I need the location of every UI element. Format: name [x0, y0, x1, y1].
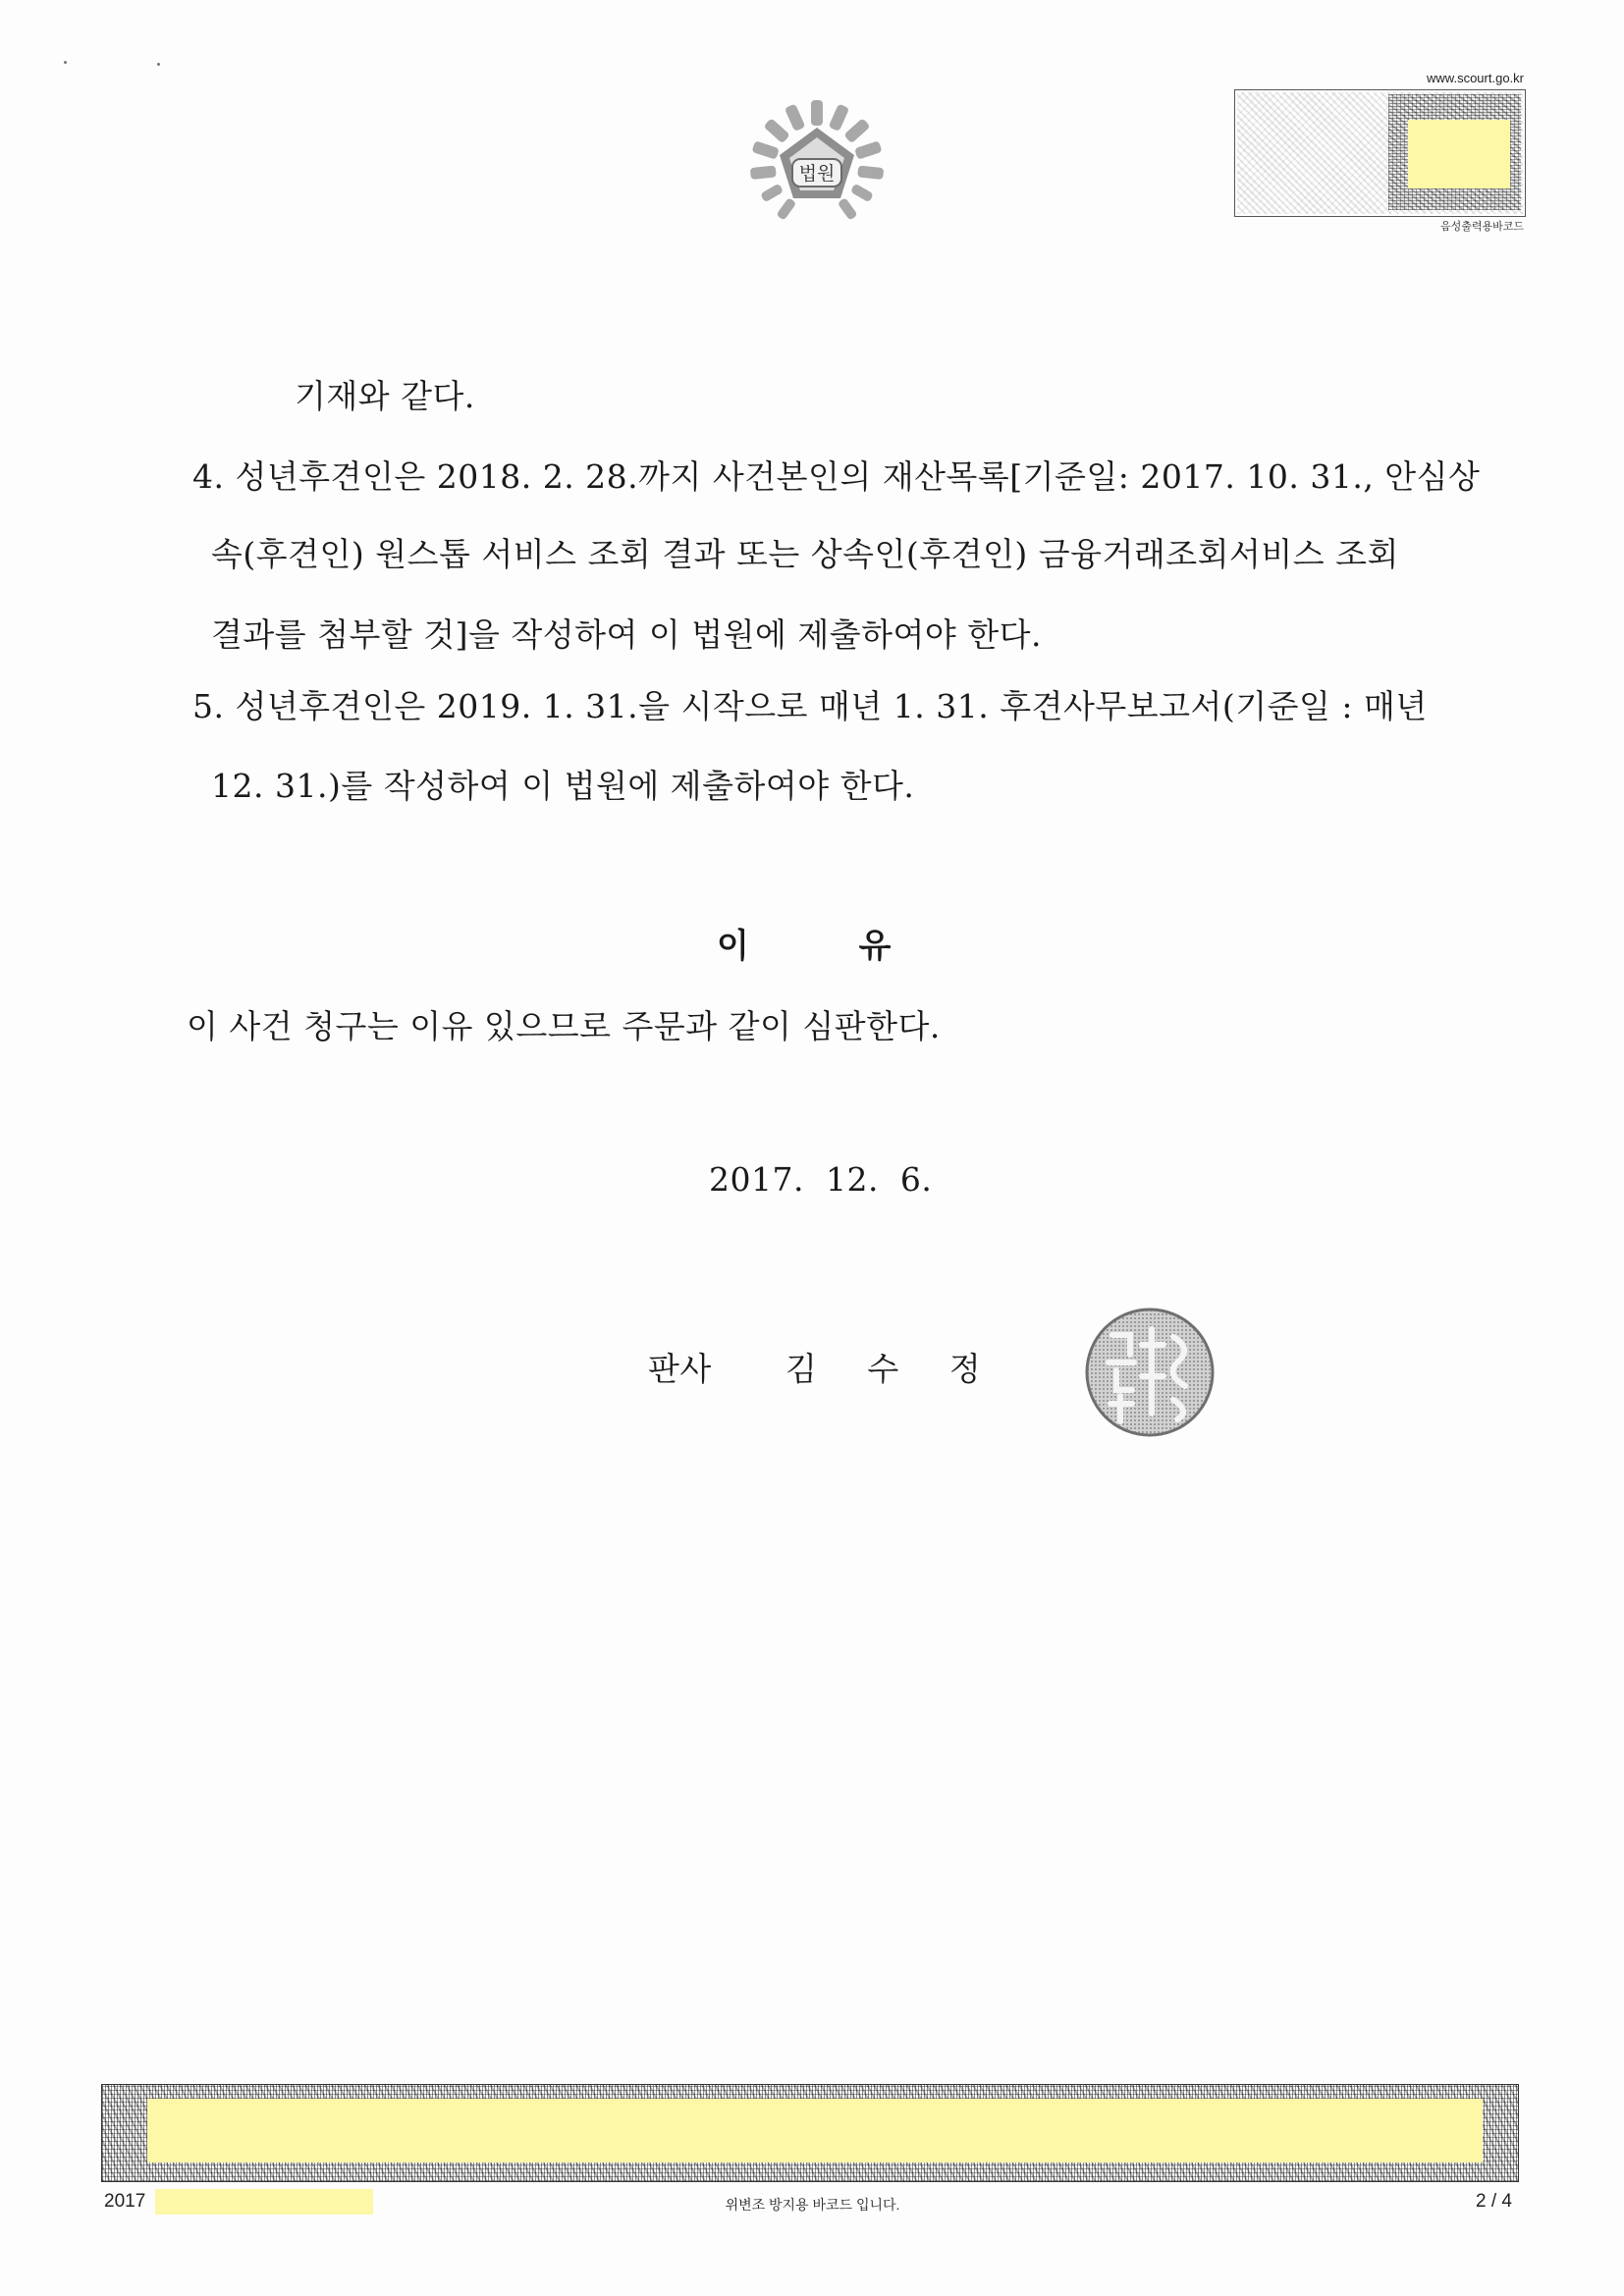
judge-name: 김 수 정: [785, 1350, 982, 1388]
judge-seal-icon: [1083, 1306, 1218, 1440]
emblem-label: 법원: [798, 163, 836, 185]
scan-speck: [157, 63, 160, 66]
reason-text: 이 사건 청구는 이유 있으므로 주문과 같이 심판한다.: [187, 1007, 941, 1045]
judge-title: 판사: [648, 1350, 712, 1388]
redaction-highlight: [1408, 120, 1510, 188]
page-number: 2 / 4: [1476, 2191, 1512, 2212]
body-line: 12. 31.)를 작성하여 이 법원에 제출하여야 한다.: [211, 767, 915, 805]
body-line: 5. 성년후견인은 2019. 1. 31.을 시작으로 매년 1. 31. 후견사무보고서(기준일 : 매년: [192, 687, 1428, 725]
case-number-prefix: 2017: [104, 2191, 146, 2212]
scan-speck: [64, 61, 67, 64]
court-url: www.scourt.go.kr: [1427, 71, 1524, 85]
body-line: 기재와 같다.: [295, 377, 475, 415]
body-line: 속(후견인) 원스톱 서비스 조회 결과 또는 상속인(후견인) 금융거래조회서비스 조회: [211, 535, 1399, 573]
redaction-highlight: [155, 2189, 373, 2215]
body-line: 4. 성년후견인은 2018. 2. 28.까지 사건본인의 재산목록[기준일: 2017. 10. 31., 안심상: [192, 457, 1481, 496]
body-line: 결과를 첨부할 것]을 작성하여 이 법원에 제출하여야 한다.: [211, 615, 1042, 654]
section-heading-reason: 이 유: [717, 927, 892, 966]
court-emblem-icon: [738, 98, 895, 245]
anti-forgery-note: 위변조 방지용 바코드 입니다.: [725, 2197, 900, 2213]
barcode-caption: 음성출력용바코드: [1439, 221, 1524, 233]
redaction-highlight: [147, 2099, 1483, 2163]
decision-date: 2017. 12. 6.: [709, 1160, 933, 1199]
